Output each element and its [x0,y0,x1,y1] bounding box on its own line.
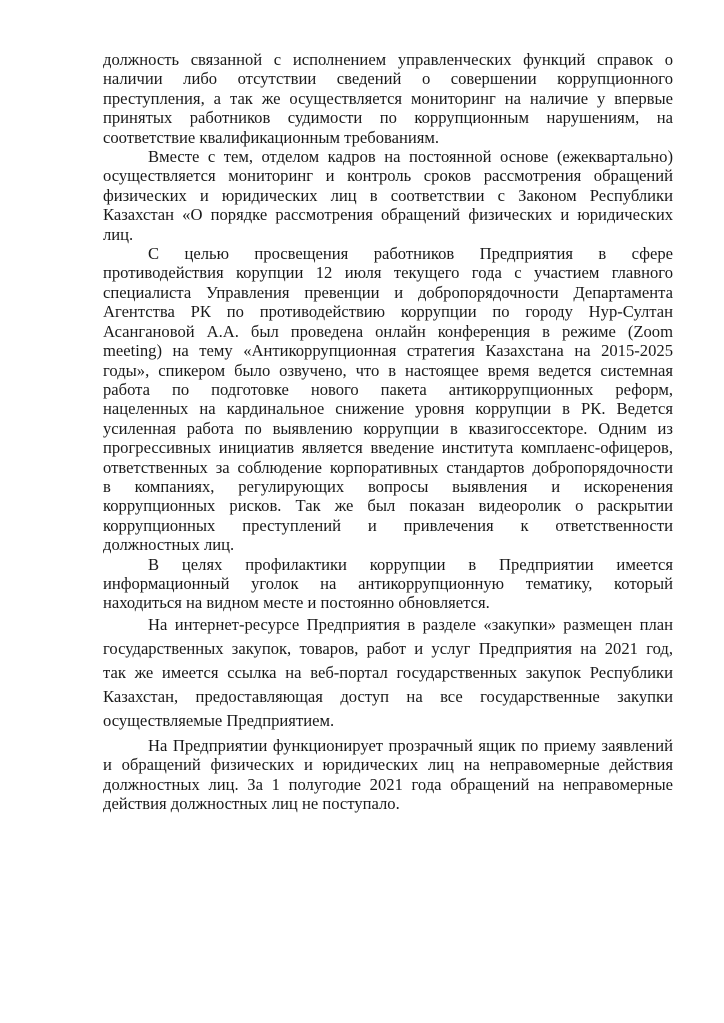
text-line: и обращений физических и юридических лиц на неправомерные действия [103,755,673,775]
text-line: Вместе с тем, отделом кадров на постоянной основе (ежеквартально) [148,147,673,167]
paragraph [103,147,673,244]
text-line: специалиста Управления превенции и добропорядочности Департамента [103,282,673,302]
text-line: На интернет-ресурсе Предприятия в разделе «закупки» размещен план [148,614,673,634]
text-line: На Предприятии функционирует прозрачный ящик по приему заявлений [148,735,673,755]
text-line: принятых работников судимости по коррупционным нарушениям, на [103,108,673,128]
paragraph [103,613,673,733]
text-line: преступления, а так же осуществляется мониторинг на наличие у впервые [103,88,673,108]
text-line: действия должностных лиц не поступало. [103,794,400,813]
text-line: государственных закупок, товаров, работ и услуг Предприятия на 2021 год, [103,638,673,658]
text-line: усиленная работа по выявлению коррупции в квазигоссекторе. Одним из [103,418,673,438]
text-line: Казахстан «О порядке рассмотрения обращений физических и юридических [103,205,673,225]
text-line: противодействия корупции 12 июля текущего года с участием главного [103,263,673,283]
text-line: нацеленных на кардинальное снижение уровня коррупции в РК. Ведется [103,399,673,419]
text-line: Казахстан, предоставляющая доступ на все государственные закупки [103,686,673,706]
text-line: С целью просвещения работников Предприятия в сфере [148,244,673,264]
text-line: годы», спикером было озвучено, что в настоящее время ведется системная [103,360,673,380]
paragraph [103,555,673,613]
document-body [103,50,673,813]
text-line: соответствие квалификационным требованиям. [103,127,440,147]
text-line: Агентства РК по противодействию коррупции по городу Нур-Султан [103,302,673,322]
text-line: должность связанной с исполнением управленческих функций справок о [103,50,673,69]
text-line: осуществляется мониторинг и контроль сроков рассмотрения обращений [103,166,673,186]
text-line: осуществляемые Предприятием. [103,710,335,730]
text-line: наличии либо отсутствии сведений о совершении коррупционного [103,69,673,89]
text-line: ответственных за соблюдение корпоративных стандартов добропорядочности [103,457,673,477]
text-line: Асангановой А.А. был проведена онлайн конференция в режиме (Zoom [103,321,673,341]
paragraph [103,736,673,814]
text-line: коррупционных преступлений и привлечения к ответственности [103,515,673,535]
text-line: коррупционных рисков. Так же был показан видеоролик о раскрытии [103,496,673,516]
text-line: В целях профилактики коррупции в Предприятии имеется [148,554,673,574]
paragraph [103,244,673,555]
text-line: лиц. [103,224,134,244]
text-line: должностных лиц. [103,535,235,555]
text-line: в компаниях, регулирующих вопросы выявления и искоренения [103,476,673,496]
text-line: так же имеется ссылка на веб-портал государственных закупок Республики [103,662,673,682]
document-page [103,50,673,813]
text-line: работа по подготовке нового пакета антикоррупционных реформ, [103,379,673,399]
text-line: информационный уголок на антикоррупционную тематику, который [103,573,673,593]
text-line: прогрессивных инициатив является введение института комплаенс-офицеров, [103,438,673,458]
text-line: находиться на видном месте и постоянно обновляется. [103,593,490,613]
text-line: meeting) на тему «Антикоррупционная стратегия Казахстана на 2015-2025 [103,341,673,361]
paragraph [103,50,673,147]
text-line: физических и юридических лиц в соответствии с Законом Республики [103,185,673,205]
text-line: должностных лиц. За 1 полугодие 2021 года обращений на неправомерные [103,774,673,794]
